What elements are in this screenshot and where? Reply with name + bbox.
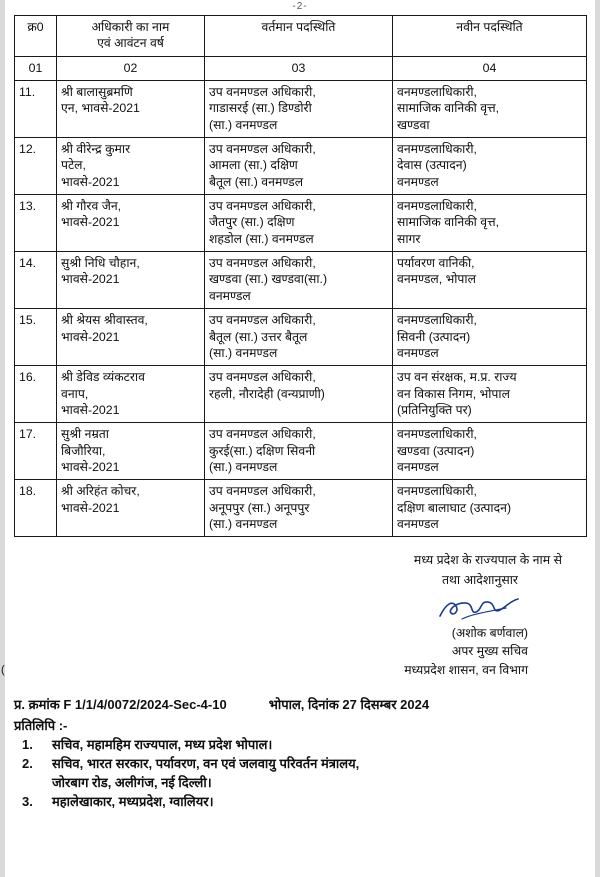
page-number-top: -2- [292, 1, 308, 12]
reference-line [14, 695, 586, 713]
row-serial: 14. [15, 252, 57, 309]
list-item [14, 755, 586, 792]
row-new-posting: वनमण्डलाधिकारी, सिवनी (उत्पादन) वनमण्डल [393, 309, 587, 366]
table-row [15, 423, 587, 480]
table-row [15, 195, 587, 252]
reference-number: प्र. क्रमांक F 1/1/4/0072/2024-Sec-4-10 [14, 697, 227, 713]
row-new-posting: वनमण्डलाधिकारी, देवास (उत्पादन) वनमण्डल [393, 138, 587, 195]
row-officer-name: सुश्री निधि चौहान, भावसे-2021 [57, 252, 205, 309]
table-row [15, 138, 587, 195]
signature-mark [14, 594, 586, 624]
table-row [15, 366, 587, 423]
header-cell-serial: क्र0 [15, 16, 57, 57]
row-current-posting: उप वनमण्डल अधिकारी, आमला (सा.) दक्षिण बैतूल (सा.) वनमण्डल [205, 138, 393, 195]
row-officer-name: सुश्री नम्रता बिजौरिया, भावसे-2021 [57, 423, 205, 480]
signatory-block [1, 624, 586, 679]
column-number-4: 04 [393, 56, 587, 80]
row-current-posting: उप वनमण्डल अधिकारी, रहली, नौरादेही (वन्यप्राणी) [205, 366, 393, 423]
row-officer-name: श्री अरिहंत कोचर, भावसे-2021 [57, 480, 205, 537]
row-serial: 13. [15, 195, 57, 252]
row-officer-name: श्री डेविड व्यंकटराव वनाप, भावसे-2021 [57, 366, 205, 423]
row-officer-name: श्री वीरेन्द्र कुमार पटेल, भावसे-2021 [57, 138, 205, 195]
list-item-index: 2. [22, 756, 33, 772]
handwritten-signature-icon [436, 594, 522, 624]
header-cell-current-posting: वर्तमान पदस्थिति [205, 16, 393, 57]
list-item-index: 3. [22, 794, 33, 810]
list-item-text: सचिव, भारत सरकार, पर्यावरण, वन एवं जलवायु परिवर्तन मंत्रालय, जोरबाग रोड, अलीगंज, नई दिल्ली। [52, 756, 360, 790]
dept-text: मध्यप्रदेश शासन, वन विभाग [404, 662, 528, 677]
row-serial: 11. [15, 81, 57, 138]
list-item-index: 1. [22, 737, 33, 753]
posting-transfer-table [14, 15, 587, 537]
list-item-text: महालेखाकार, मध्यप्रदेश, ग्वालियर। [52, 794, 214, 810]
row-serial: 16. [15, 366, 57, 423]
signatory-designation: अपर मुख्य सचिव [451, 644, 528, 659]
row-officer-name: श्री गौरव जैन, भावसे-2021 [57, 195, 205, 252]
column-number-1: 01 [15, 56, 57, 80]
list-item [14, 793, 586, 811]
table-header-row [15, 16, 587, 57]
row-current-posting: उप वनमण्डल अधिकारी, अनूपपुर (सा.) अनूपपुर (सा.) वनमण्डल [205, 480, 393, 537]
row-current-posting: उप वनमण्डल अधिकारी, जैतपुर (सा.) दक्षिण शहडोल (सा.) वनमण्डल [205, 195, 393, 252]
row-officer-name: श्री श्रेयस श्रीवास्तव, भावसे-2021 [57, 309, 205, 366]
column-number-3: 03 [205, 56, 393, 80]
order-line-byorder: तथा आदेशानुसार [441, 572, 518, 587]
row-new-posting: वनमण्डलाधिकारी, दक्षिण बालाघाट (उत्पादन) वनमण्डल [393, 480, 587, 537]
row-serial: 17. [15, 423, 57, 480]
row-new-posting: वनमण्डलाधिकारी, सामाजिक वानिकी वृत्त, सागर [393, 195, 587, 252]
header-cell-officer-name: अधिकारी का नाम एवं आवंटन वर्ष [57, 16, 205, 57]
row-new-posting: वनमण्डलाधिकारी, सामाजिक वानिकी वृत्त, खण्डवा [393, 81, 587, 138]
row-new-posting: उप वन संरक्षक, म.प्र. राज्य वन विकास निगम, भोपाल (प्रतिनियुक्ति पर) [393, 366, 587, 423]
row-new-posting: वनमण्डलाधिकारी, खण्डवा (उत्पादन) वनमण्डल [393, 423, 587, 480]
table-row [15, 480, 587, 537]
header-cell-new-posting: नवीन पदस्थिति [393, 16, 587, 57]
row-current-posting: उप वनमण्डल अधिकारी, खण्डवा (सा.) खण्डवा(सा.) वनमण्डल [205, 252, 393, 309]
table-row [15, 252, 587, 309]
order-line-governor: मध्य प्रदेश के राज्यपाल के नाम से [413, 553, 562, 568]
row-serial: 15. [15, 309, 57, 366]
copy-to-label: प्रतिलिपि :- [14, 718, 68, 734]
column-number-2: 02 [57, 56, 205, 80]
row-current-posting: उप वनमण्डल अधिकारी, गाडासरई (सा.) डिण्डोरी (सा.) वनमण्डल [205, 81, 393, 138]
signatory-name: (अशोक बर्णवाल) [451, 625, 528, 640]
signatory-department [1, 661, 528, 679]
copy-to-list [14, 736, 586, 812]
reference-place-date: भोपाल, दिनांक 27 दिसम्बर 2024 [268, 697, 430, 713]
table-row [15, 309, 587, 366]
order-authority-block [14, 551, 586, 589]
table-row [15, 81, 587, 138]
row-serial: 18. [15, 480, 57, 537]
row-current-posting: उप वनमण्डल अधिकारी, कुरई(सा.) दक्षिण सिवनी (सा.) वनमण्डल [205, 423, 393, 480]
dept-paren-mark: ( [1, 663, 5, 676]
row-new-posting: पर्यावरण वानिकी, वनमण्डल, भोपाल [393, 252, 587, 309]
row-current-posting: उप वनमण्डल अधिकारी, बैतूल (सा.) उत्तर बैतूल (सा.) वनमण्डल [205, 309, 393, 366]
row-officer-name: श्री बालासुब्रमणि एन, भावसे-2021 [57, 81, 205, 138]
table-column-number-row [15, 56, 587, 80]
list-item-text: सचिव, महामहिम राज्यपाल, मध्य प्रदेश भोपाल। [52, 737, 273, 753]
list-item [14, 736, 586, 754]
row-serial: 12. [15, 138, 57, 195]
